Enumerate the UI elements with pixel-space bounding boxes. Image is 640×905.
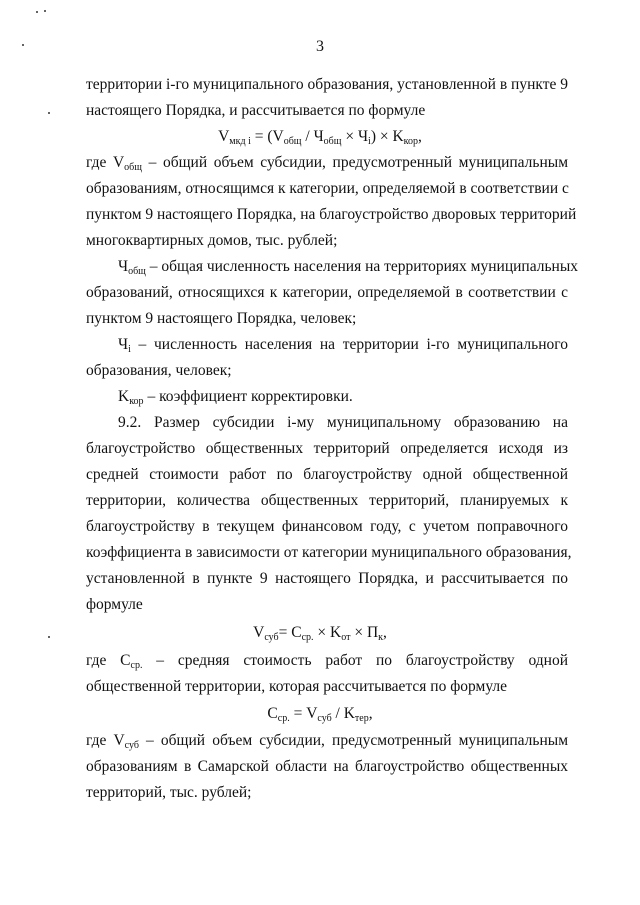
formula-csr: $C_{ср.} = V_{суб} / K_{тер}$, <box>267 705 373 724</box>
text-line: общественной территории, которая рассчитывается по формуле <box>86 678 508 695</box>
text-line: благоустройству в текущем финансовом году, с учетом поправочного <box>86 518 568 535</box>
text-line: многоквартирных домов, тыс. рублей; <box>86 232 338 249</box>
text-line: благоустройство общественных территорий определяется исходя из <box>86 440 568 457</box>
text-line: $Ч_{общ}$ – общая численность населения на территориях муниципальных <box>118 258 578 277</box>
text-line: настоящего Порядка, и рассчитывается по формуле <box>86 102 426 119</box>
text-line: где $C_{ср.}$ – средняя стоимость работ по благоустройству одной <box>86 652 568 671</box>
text-line: пунктом 9 настоящего Порядка, человек; <box>86 310 357 327</box>
text-line: средней стоимости работ по благоустройству одной общественной <box>86 466 568 483</box>
text-line: образований, относящихся к категории, определяемой в соответствии с <box>86 284 568 301</box>
page-number: 3 <box>316 38 324 55</box>
scan-mark <box>48 112 50 114</box>
scan-mark <box>44 10 46 12</box>
formula-vmkd: $V_{мкд i} = (V_{общ} / Ч_{общ} \times Ч_i) \times K_{кор}$, <box>218 128 422 147</box>
text-line: $Ч_i$ – численность населения на территории i-го муниципального <box>118 336 568 355</box>
text-line: территории i-го муниципального образования, установленной в пункте 9 <box>86 76 568 93</box>
text-line: где $V_{суб}$ – общий объем субсидии, предусмотренный муниципальным <box>86 732 568 751</box>
text-line: территорий, тыс. рублей; <box>86 784 252 801</box>
text-line: 9.2. Размер субсидии i-му муниципальному образованию на <box>118 414 568 431</box>
text-line: образования, человек; <box>86 362 232 379</box>
text-line: установленной в пункте 9 настоящего Порядка, и рассчитывается по <box>86 570 568 587</box>
text-line: $K_{кор}$ – коэффициент корректировки. <box>118 388 353 407</box>
text-line: образованиям, относящимся к категории, определяемой в соответствии с <box>86 180 569 197</box>
formula-vsub: $V_{суб}= C_{ср.} \times K_{от} \times П_к$, <box>253 624 387 643</box>
text-line: территории, количества общественных территорий, планируемых к <box>86 492 568 509</box>
text-line: образованиям в Самарской области на благоустройство общественных <box>86 758 568 775</box>
text-line: коэффициента в зависимости от категории муниципального образования, <box>86 544 572 561</box>
text-line: где $V_{общ}$ – общий объем субсидии, предусмотренный муниципальным <box>86 154 569 173</box>
text-line: формуле <box>86 596 143 613</box>
text-line: пунктом 9 настоящего Порядка, на благоустройство дворовых территорий <box>86 206 577 223</box>
scan-mark <box>36 11 38 13</box>
